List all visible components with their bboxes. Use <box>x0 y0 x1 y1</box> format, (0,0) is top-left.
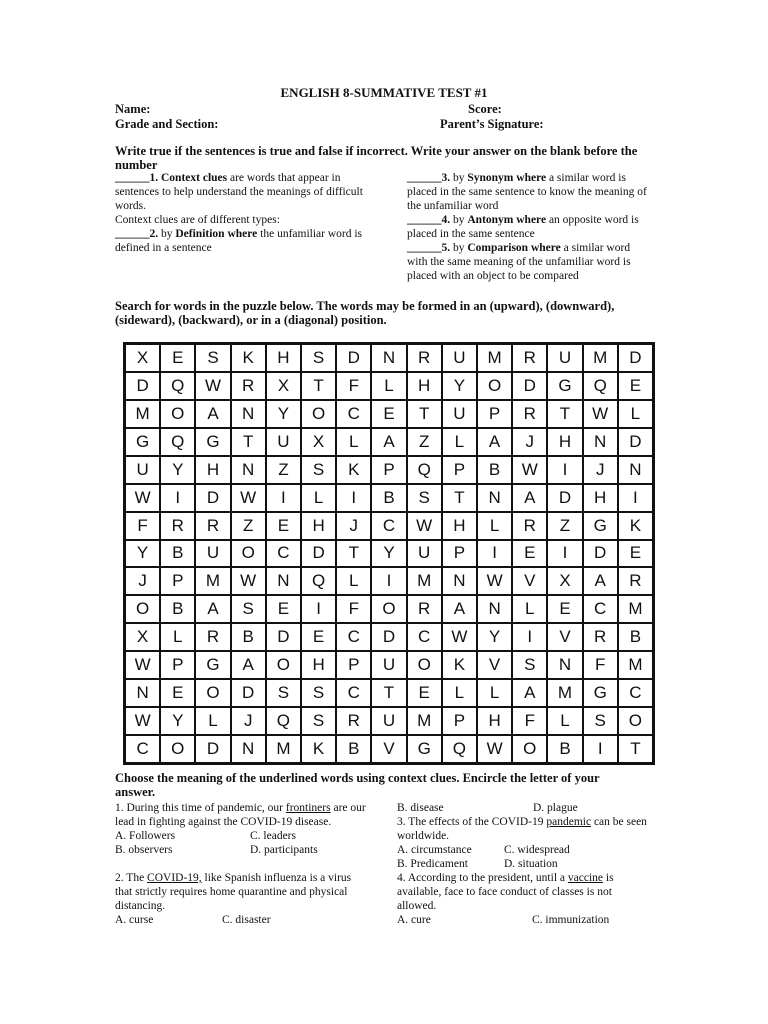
grid-cell: E <box>618 372 653 400</box>
grid-cell: A <box>231 651 266 679</box>
grid-cell: U <box>371 707 406 735</box>
choice-c[interactable]: C. immunization <box>532 914 610 926</box>
grid-cell: Y <box>371 540 406 568</box>
grid-cell: B <box>477 456 512 484</box>
question-2-continued <box>397 801 652 815</box>
grid-cell: D <box>618 344 653 372</box>
grid-cell: I <box>547 456 582 484</box>
grid-cell: I <box>371 567 406 595</box>
grid-cell: W <box>407 512 442 540</box>
grid-cell: P <box>160 651 195 679</box>
grid-cell: T <box>547 400 582 428</box>
grid-cell: C <box>371 512 406 540</box>
grid-cell: N <box>618 456 653 484</box>
grid-cell: E <box>371 400 406 428</box>
grid-cell: Z <box>547 512 582 540</box>
grid-cell: L <box>336 428 371 456</box>
grid-cell: N <box>371 344 406 372</box>
grid-cell: N <box>231 400 266 428</box>
grid-cell: T <box>618 735 653 763</box>
grid-cell: E <box>266 595 301 623</box>
grid-cell: N <box>231 456 266 484</box>
grid-cell: Q <box>160 428 195 456</box>
grid-cell: O <box>125 595 160 623</box>
grid-cell: I <box>266 484 301 512</box>
grid-cell: V <box>371 735 406 763</box>
grid-cell: I <box>547 540 582 568</box>
grid-cell: N <box>266 567 301 595</box>
item-1: ______1. Context clues are words that appear in sentences to help understand the meanings of difficult words. <box>115 172 363 212</box>
grid-cell: H <box>301 651 336 679</box>
grid-cell: C <box>336 623 371 651</box>
part1-right-column <box>407 171 647 283</box>
grid-cell: K <box>442 651 477 679</box>
choice-a[interactable]: A. curse <box>115 914 154 926</box>
grid-cell: P <box>160 567 195 595</box>
grid-cell: G <box>195 651 230 679</box>
grid-cell: D <box>125 372 160 400</box>
grid-cell: E <box>407 679 442 707</box>
grid-cell: M <box>266 735 301 763</box>
parent-signature-label: Parent’s Signature: <box>440 117 544 131</box>
grid-cell: Q <box>160 372 195 400</box>
grid-cell: Z <box>231 512 266 540</box>
part3-instruction: Choose the meaning of the underlined words using context clues. Encircle the letter of your answer. <box>115 771 600 799</box>
grid-cell: U <box>371 651 406 679</box>
grid-cell: O <box>618 707 653 735</box>
grid-cell: M <box>407 567 442 595</box>
grid-cell: O <box>301 400 336 428</box>
grid-cell: C <box>583 595 618 623</box>
grid-cell: A <box>195 400 230 428</box>
grid-cell: Y <box>442 372 477 400</box>
grid-cell: G <box>407 735 442 763</box>
grid-cell: A <box>195 595 230 623</box>
grid-cell: R <box>618 567 653 595</box>
grid-cell: D <box>195 484 230 512</box>
item-5: ______5. by Comparison where a similar word with the same meaning of the unfamiliar word is placed with an object to be compared <box>407 242 631 282</box>
grid-cell: I <box>477 540 512 568</box>
choice-d[interactable]: D. participants <box>250 844 318 856</box>
grid-cell: T <box>336 540 371 568</box>
item-4: ______4. by Antonym where an opposite word is placed in the same sentence <box>407 214 639 240</box>
grid-cell: A <box>477 428 512 456</box>
choice-c[interactable]: C. leaders <box>250 830 296 842</box>
grid-cell: W <box>231 567 266 595</box>
grid-cell: E <box>301 623 336 651</box>
test-title: ENGLISH 8-SUMMATIVE TEST #1 <box>280 85 488 100</box>
grid-cell: B <box>231 623 266 651</box>
grid-cell: L <box>371 372 406 400</box>
grid-cell: K <box>301 735 336 763</box>
grid-cell: W <box>477 735 512 763</box>
grid-cell: A <box>371 428 406 456</box>
grid-cell: T <box>301 372 336 400</box>
grid-cell: W <box>583 400 618 428</box>
question-4: 4. According to the president, until a vaccine is available, face to face conduct of classes is not allowed. A. cure C. immunization <box>397 872 614 926</box>
grid-cell: S <box>301 679 336 707</box>
grid-cell: L <box>442 679 477 707</box>
grid-cell: A <box>512 484 547 512</box>
choice-a[interactable]: A. circumstance <box>397 844 472 856</box>
grid-cell: T <box>442 484 477 512</box>
score-label: Score: <box>468 102 502 116</box>
grid-cell: W <box>195 372 230 400</box>
grid-cell: E <box>547 595 582 623</box>
grid-cell: Y <box>266 400 301 428</box>
grid-cell: R <box>583 623 618 651</box>
grid-cell: O <box>477 372 512 400</box>
grid-cell: R <box>407 344 442 372</box>
grid-cell: R <box>160 512 195 540</box>
grid-cell: N <box>477 484 512 512</box>
grid-cell: H <box>477 707 512 735</box>
grid-cell: R <box>512 344 547 372</box>
grid-cell: F <box>336 595 371 623</box>
grid-cell: O <box>512 735 547 763</box>
grid-cell: R <box>195 512 230 540</box>
grid-cell: S <box>407 484 442 512</box>
grid-cell: D <box>301 540 336 568</box>
grid-cell: L <box>618 400 653 428</box>
grid-cell: L <box>301 484 336 512</box>
grid-cell: C <box>336 400 371 428</box>
grid-cell: G <box>583 679 618 707</box>
grid-cell: R <box>512 512 547 540</box>
grid-cell: W <box>442 623 477 651</box>
grid-cell: K <box>231 344 266 372</box>
choice-a[interactable]: A. Followers <box>115 830 176 842</box>
grid-cell: T <box>407 400 442 428</box>
underlined-word: COVID-19, <box>147 872 202 884</box>
grid-cell: Y <box>125 540 160 568</box>
choice-b[interactable]: B. observers <box>115 844 173 856</box>
choice-b[interactable]: B. disease <box>397 802 444 814</box>
grid-cell: E <box>266 512 301 540</box>
grid-cell: O <box>160 735 195 763</box>
grid-cell: J <box>512 428 547 456</box>
grid-cell: D <box>618 428 653 456</box>
grid-cell: E <box>160 679 195 707</box>
grid-cell: A <box>583 567 618 595</box>
grid-cell: S <box>512 651 547 679</box>
part2-instruction: Search for words in the puzzle below. The words may be formed in an (upward), (downward), (sideward), (backward), or in a (diagonal) position. <box>115 299 615 327</box>
grid-cell: P <box>442 707 477 735</box>
grid-cell: H <box>442 512 477 540</box>
grid-cell: C <box>407 623 442 651</box>
grid-cell: S <box>583 707 618 735</box>
choice-c[interactable]: C. disaster <box>222 914 271 926</box>
grid-cell: V <box>547 623 582 651</box>
grid-cell: G <box>125 428 160 456</box>
grid-cell: P <box>336 651 371 679</box>
grid-cell: M <box>125 400 160 428</box>
grid-cell: R <box>407 595 442 623</box>
grid-cell: D <box>371 623 406 651</box>
grid-cell: L <box>512 595 547 623</box>
grid-cell: K <box>618 512 653 540</box>
grid-cell: N <box>442 567 477 595</box>
grid-cell: M <box>583 344 618 372</box>
types-line: Context clues are of different types: <box>115 214 280 226</box>
grid-cell: Z <box>266 456 301 484</box>
grid-cell: D <box>336 344 371 372</box>
grid-cell: K <box>336 456 371 484</box>
underlined-word: vaccine <box>567 872 603 884</box>
underlined-word: frontiners <box>285 802 331 814</box>
grid-cell: L <box>477 679 512 707</box>
choice-d[interactable]: D. situation <box>504 858 558 870</box>
grid-cell: R <box>336 707 371 735</box>
grid-cell: D <box>512 372 547 400</box>
grid-cell: I <box>618 484 653 512</box>
grid-cell: F <box>512 707 547 735</box>
grid-cell: M <box>618 651 653 679</box>
grid-cell: V <box>512 567 547 595</box>
grid-cell: U <box>442 400 477 428</box>
question-1: 1. During this time of pandemic, our frontiners are our lead in fighting against the COVID-19 disease. A. Followers C. leaders B. observers D. participants <box>115 802 366 856</box>
grid-cell: H <box>266 344 301 372</box>
grid-cell: U <box>266 428 301 456</box>
grid-cell: Q <box>301 567 336 595</box>
grid-cell: W <box>477 567 512 595</box>
choice-a[interactable]: A. cure <box>397 914 431 926</box>
grid-cell: H <box>547 428 582 456</box>
grid-cell: N <box>547 651 582 679</box>
grid-cell: L <box>477 512 512 540</box>
grid-cell: N <box>583 428 618 456</box>
grid-cell: O <box>266 651 301 679</box>
grid-cell: G <box>195 428 230 456</box>
grid-cell: D <box>547 484 582 512</box>
grid-cell: O <box>407 651 442 679</box>
grid-cell: I <box>160 484 195 512</box>
grid-cell: W <box>231 484 266 512</box>
grid-cell: J <box>231 707 266 735</box>
grid-cell: X <box>125 623 160 651</box>
grid-cell: P <box>477 400 512 428</box>
grid-cell: J <box>125 567 160 595</box>
grid-cell: L <box>442 428 477 456</box>
grid-cell: H <box>195 456 230 484</box>
item-2: ______2. by Definition where the unfamiliar word is defined in a sentence <box>115 228 363 254</box>
grid-cell: O <box>231 540 266 568</box>
grid-cell: S <box>266 679 301 707</box>
grid-cell: P <box>442 456 477 484</box>
grid-cell: V <box>477 651 512 679</box>
grid-cell: L <box>195 707 230 735</box>
name-label: Name: <box>115 102 151 116</box>
grid-cell: H <box>301 512 336 540</box>
grid-cell: R <box>195 623 230 651</box>
grid-cell: R <box>512 400 547 428</box>
grid-cell: E <box>160 344 195 372</box>
grid-cell: C <box>618 679 653 707</box>
underlined-word: pandemic <box>546 816 592 828</box>
grid-cell: C <box>266 540 301 568</box>
grid-cell: H <box>407 372 442 400</box>
grid-cell: B <box>160 540 195 568</box>
grid-cell: M <box>195 567 230 595</box>
question-3: 3. The effects of the COVID-19 pandemic can be seen worldwide. A. circumstance C. widespread B. Predicament D. situation <box>397 816 647 870</box>
grid-cell: O <box>195 679 230 707</box>
grid-cell: W <box>512 456 547 484</box>
part1-instruction: Write true if the sentences is true and false if incorrect. Write your answer on the blank before the number <box>115 144 638 172</box>
choice-d[interactable]: D. plague <box>533 802 578 814</box>
question-2: 2. The COVID-19, like Spanish influenza is a virus that strictly requires home quarantine and physical distancing. A. curse C. disaster <box>115 872 352 926</box>
grid-cell: B <box>371 484 406 512</box>
grid-cell: I <box>512 623 547 651</box>
grid-cell: L <box>547 707 582 735</box>
grid-cell: W <box>125 707 160 735</box>
grid-cell: F <box>336 372 371 400</box>
grid-cell: S <box>301 456 336 484</box>
grid-cell: U <box>195 540 230 568</box>
grid-cell: P <box>442 540 477 568</box>
part1-left-column <box>115 171 385 255</box>
grid-cell: A <box>442 595 477 623</box>
grid-cell: I <box>336 484 371 512</box>
grid-cell: Q <box>442 735 477 763</box>
grid-cell: F <box>583 651 618 679</box>
grid-cell: F <box>125 512 160 540</box>
grid-cell: E <box>618 540 653 568</box>
grade-section-label: Grade and Section: <box>115 117 219 131</box>
grid-cell: D <box>266 623 301 651</box>
grid-cell: U <box>125 456 160 484</box>
grid-cell: L <box>336 567 371 595</box>
grid-cell: G <box>547 372 582 400</box>
grid-cell: U <box>547 344 582 372</box>
grid-cell: R <box>231 372 266 400</box>
grid-cell: M <box>407 707 442 735</box>
grid-cell: O <box>371 595 406 623</box>
grid-cell: B <box>160 595 195 623</box>
grid-cell: T <box>231 428 266 456</box>
grid-cell: D <box>583 540 618 568</box>
grid-cell: D <box>195 735 230 763</box>
grid-cell: J <box>336 512 371 540</box>
grid-cell: B <box>618 623 653 651</box>
grid-cell: T <box>371 679 406 707</box>
grid-cell: I <box>301 595 336 623</box>
grid-cell: M <box>547 679 582 707</box>
grid-cell: Q <box>583 372 618 400</box>
grid-cell: D <box>231 679 266 707</box>
grid-cell: S <box>231 595 266 623</box>
grid-cell: N <box>231 735 266 763</box>
grid-cell: X <box>301 428 336 456</box>
grid-cell: Z <box>407 428 442 456</box>
item-3: ______3. by Synonym where a similar word is placed in the same sentence to know the meaning of the unfamiliar word <box>407 172 647 212</box>
grid-cell: M <box>477 344 512 372</box>
grid-cell: U <box>442 344 477 372</box>
grid-cell: J <box>583 456 618 484</box>
grid-cell: G <box>583 512 618 540</box>
grid-cell: C <box>336 679 371 707</box>
grid-cell: W <box>125 484 160 512</box>
grid-cell: X <box>547 567 582 595</box>
grid-cell: S <box>195 344 230 372</box>
grid-cell: W <box>125 651 160 679</box>
grid-cell: X <box>125 344 160 372</box>
grid-cell: N <box>477 595 512 623</box>
grid-cell: U <box>407 540 442 568</box>
grid-cell: S <box>301 707 336 735</box>
grid-cell: L <box>160 623 195 651</box>
grid-cell: M <box>618 595 653 623</box>
grid-cell: C <box>125 735 160 763</box>
grid-cell: I <box>583 735 618 763</box>
choice-c[interactable]: C. widespread <box>504 844 570 856</box>
grid-cell: N <box>125 679 160 707</box>
grid-cell: P <box>371 456 406 484</box>
grid-cell: B <box>336 735 371 763</box>
grid-cell: S <box>301 344 336 372</box>
word-search-grid <box>123 342 655 765</box>
grid-cell: Q <box>266 707 301 735</box>
grid-cell: E <box>512 540 547 568</box>
grid-cell: X <box>266 372 301 400</box>
grid-cell: O <box>160 400 195 428</box>
grid-cell: Y <box>477 623 512 651</box>
grid-cell: Y <box>160 456 195 484</box>
grid-cell: Q <box>407 456 442 484</box>
grid-cell: A <box>512 679 547 707</box>
grid-cell: H <box>583 484 618 512</box>
choice-b[interactable]: B. Predicament <box>397 858 468 870</box>
grid-cell: Y <box>160 707 195 735</box>
grid-cell: B <box>547 735 582 763</box>
